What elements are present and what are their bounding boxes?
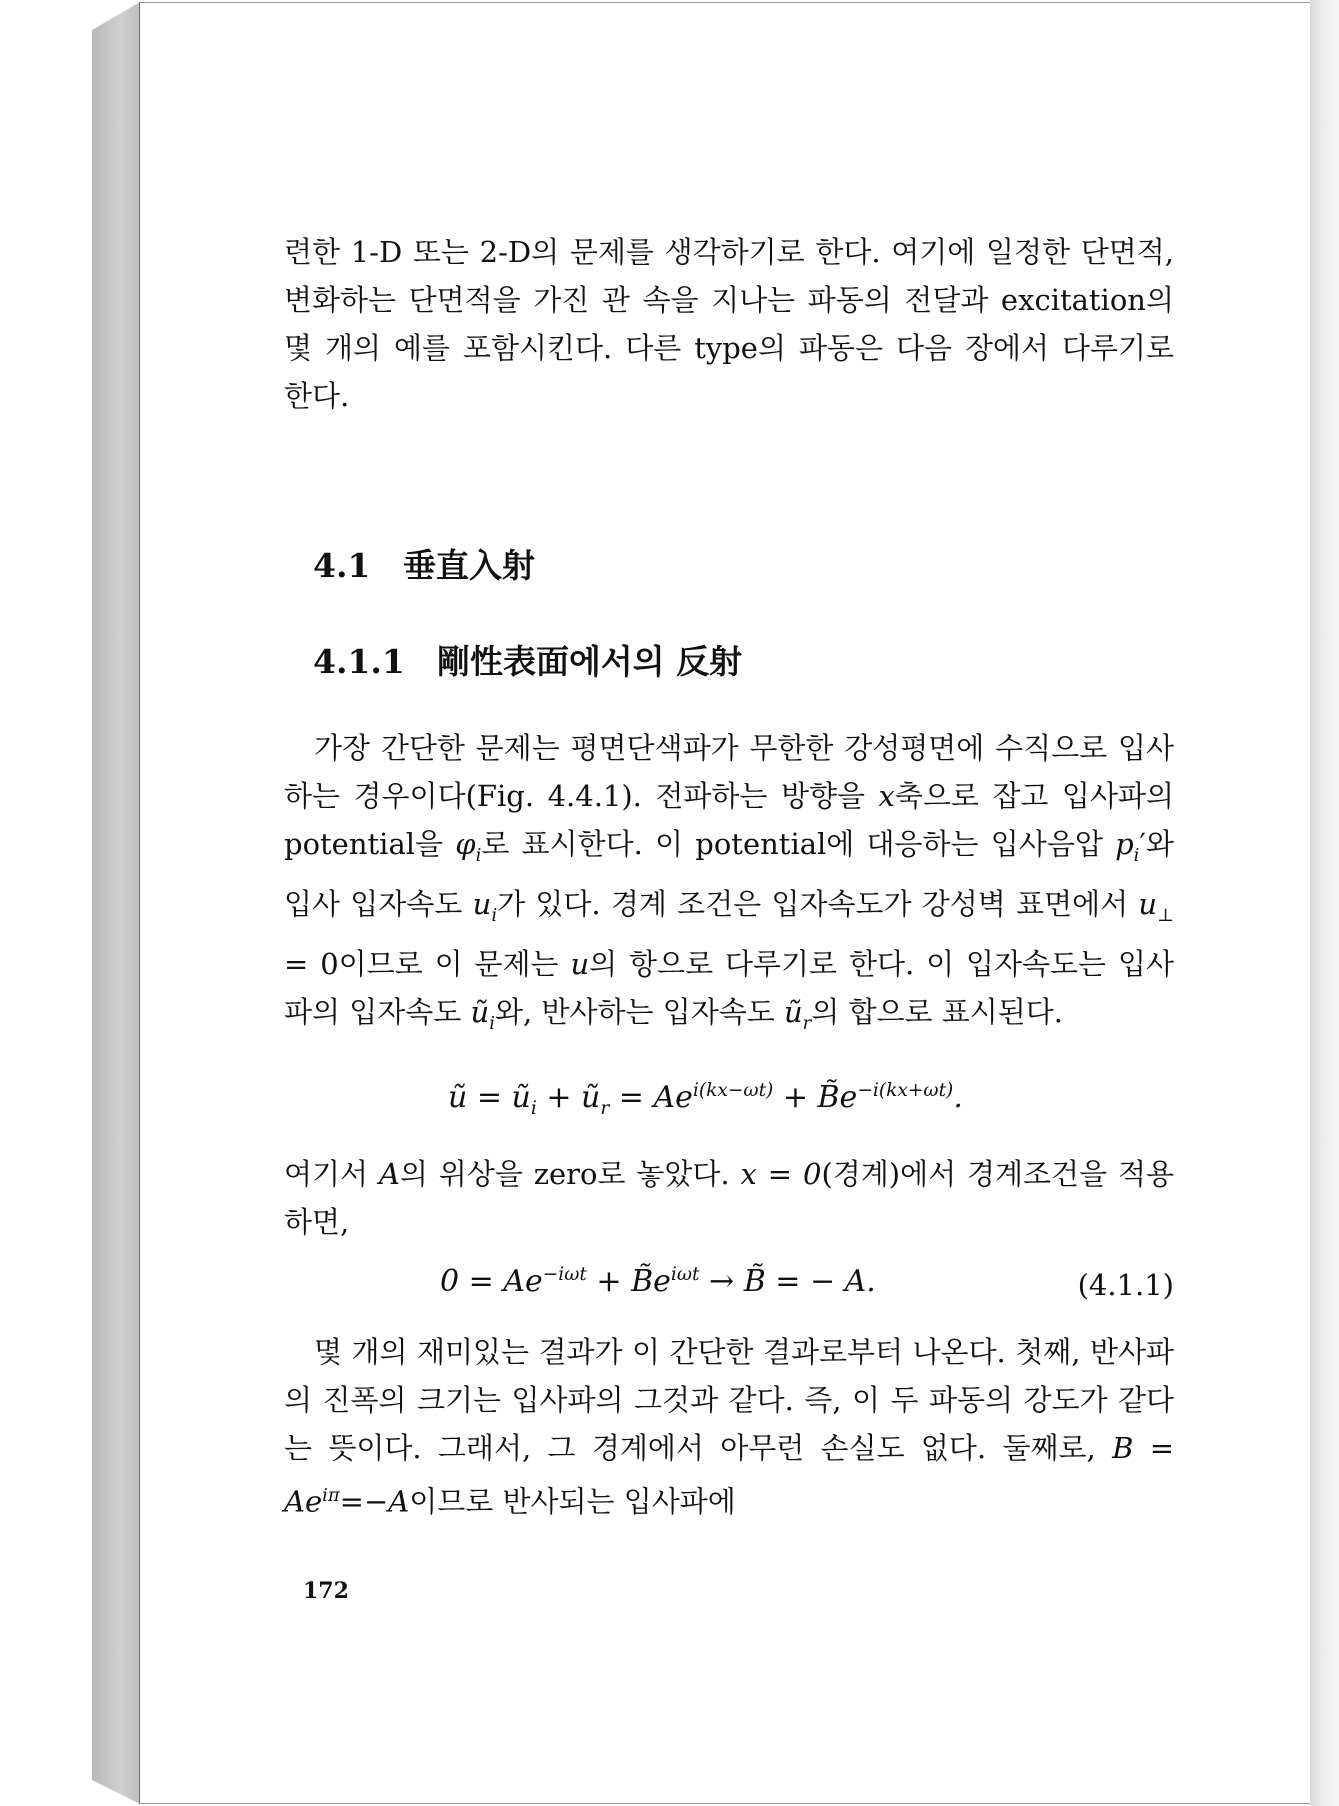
eq-part: 0 = Ae xyxy=(440,1264,543,1299)
math-x0: x = 0 xyxy=(740,1157,822,1191)
body-paragraph-2-text xyxy=(284,1150,1174,1246)
book-edge xyxy=(92,0,140,1806)
eq-exp: −iωt xyxy=(542,1264,587,1285)
equation-1 xyxy=(448,1080,963,1119)
math-B: B = Ae xyxy=(284,1431,1174,1519)
text-run: 이므로 반사되는 입사파에 xyxy=(409,1484,736,1519)
text-run: 의 합으로 표시된다. xyxy=(811,994,1064,1029)
text-run: 와 입사 입자속도 xyxy=(284,827,1174,921)
text-run: 몇 개의 재미있는 결과가 이 간단한 결과로부터 나온다. 첫째, 반사파의 진폭의 크기는 입사파의 그것과 같다. 즉, 이 두 파동의 강도가 같다는 뜻이다. 그래서, 그 경계에서 아무런 손실도 없다. 둘째로, xyxy=(284,1335,1174,1465)
math-sub: i xyxy=(491,904,498,926)
eq-part: → B̃ = − A. xyxy=(699,1264,876,1299)
math-u: u xyxy=(472,886,492,921)
eq-part: ũ = ũ xyxy=(448,1080,531,1115)
text-run: (경계)에서 경계조건을 적용하면, xyxy=(284,1157,1174,1239)
math-u: u xyxy=(570,946,590,981)
math-sub: i xyxy=(475,844,482,866)
eq-part: . xyxy=(953,1080,963,1115)
text-run: 여기서 xyxy=(284,1157,379,1191)
body-paragraph-1 xyxy=(284,724,1174,1047)
equation-number: (4.1.1) xyxy=(1077,1268,1174,1302)
intro-paragraph xyxy=(284,228,1174,420)
math-x: x xyxy=(878,779,895,813)
body-paragraph-2 xyxy=(284,1150,1174,1246)
body-paragraph-1-text xyxy=(284,724,1174,1047)
section-number: 4.1 xyxy=(313,546,371,585)
text-run: 로 표시한다. 이 potential에 대응하는 입사음압 xyxy=(481,827,1116,861)
text-run: 가장 간단한 문제는 평면단색파가 무한한 강성평면에 수직으로 입사하는 경우이다(Fig. 4.4.1). 전파하는 방향을 xyxy=(284,731,1174,813)
math-eq: =−A xyxy=(339,1484,410,1519)
section-heading xyxy=(313,540,535,587)
eq-part: + B̃e xyxy=(586,1264,671,1299)
page-number: 172 xyxy=(303,1578,349,1604)
eq-exp: −i(kx+ωt) xyxy=(857,1080,954,1101)
eq-part: = Ae xyxy=(609,1080,693,1115)
math-sub: ⊥ xyxy=(1157,904,1174,926)
text-run: 축으로 잡고 입사파의 potential을 xyxy=(284,779,1174,861)
eq-part: + ũ xyxy=(536,1080,601,1115)
text-run: 의 위상을 zero로 놓았다. xyxy=(399,1157,741,1191)
eq-part: + B̃e xyxy=(773,1080,858,1115)
math-u-tilde: ũ xyxy=(470,994,490,1029)
math-prime: ′ xyxy=(1139,827,1146,861)
subsection-heading xyxy=(313,636,742,683)
text-run: 이므로 이 문제는 xyxy=(338,946,571,981)
page-shadow xyxy=(1310,0,1339,1806)
eq-exp: iωt xyxy=(670,1264,700,1285)
body-paragraph-3 xyxy=(284,1328,1174,1526)
subsection-title: 剛性表面에서의 反射 xyxy=(437,642,743,681)
text-run: 가 있다. 경계 조건은 입자속도가 강성벽 표면에서 xyxy=(497,886,1139,921)
section-title: 垂直入射 xyxy=(403,546,535,585)
math-exp: iπ xyxy=(322,1485,340,1506)
math-p: p xyxy=(1115,827,1134,861)
math-sub: i xyxy=(489,1012,495,1034)
math-sub: r xyxy=(802,1012,812,1034)
math-u: u xyxy=(1138,886,1158,921)
math-u-tilde: ũ xyxy=(783,994,803,1029)
math-sub: i xyxy=(1133,844,1140,866)
eq-exp: i(kx−ωt) xyxy=(692,1080,774,1101)
text-run: 의 항으로 다루기로 한다. 이 입자속도는 입사파의 입자속도 xyxy=(284,946,1174,1029)
math-phi: φ xyxy=(455,827,476,861)
body-paragraph-3-text xyxy=(284,1328,1174,1526)
math-eq: = 0 xyxy=(284,946,339,981)
eq-sub: r xyxy=(600,1098,610,1119)
subsection-number: 4.1.1 xyxy=(313,642,405,681)
text-run: 와, 반사하는 입자속도 xyxy=(494,994,784,1029)
math-A: A xyxy=(378,1157,400,1191)
equation-2 xyxy=(440,1264,876,1299)
intro-text: 련한 1-D 또는 2-D의 문제를 생각하기로 한다. 여기에 일정한 단면적, 변화하는 단면적을 가진 관 속을 지나는 파동의 전달과 excitation의 몇 개의 예를 포함시킨다. 다른 type의 파동은 다음 장에서 다루기로 한다. xyxy=(284,235,1174,413)
eq-sub: i xyxy=(530,1098,537,1119)
